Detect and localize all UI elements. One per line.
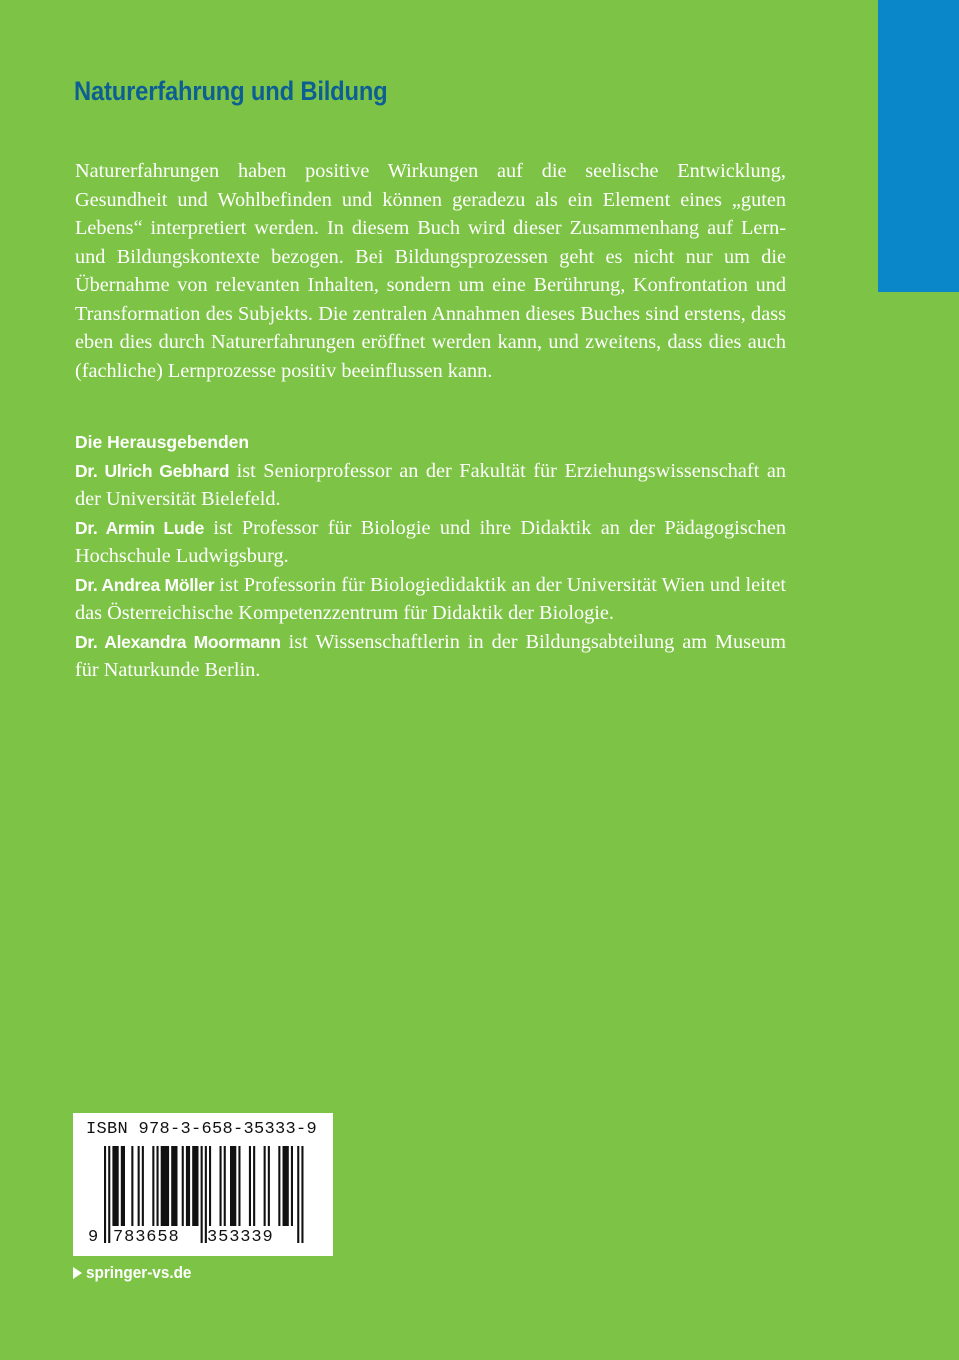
barcode-bar xyxy=(157,1146,159,1226)
barcode-bar xyxy=(249,1146,251,1226)
editor-entry xyxy=(75,628,786,685)
barcode-bar xyxy=(171,1146,177,1226)
editor-name: Dr. Alexandra Moormann xyxy=(75,631,281,652)
barcode-bar xyxy=(291,1146,293,1226)
barcode-bar xyxy=(192,1146,198,1226)
editors-heading: Die Herausgebenden xyxy=(75,432,250,452)
barcode-digits-left: 783658 xyxy=(113,1228,180,1247)
editor-entry xyxy=(75,571,786,628)
editor-entry xyxy=(75,514,786,571)
editor-description: ist Professorin für Biologiedidaktik an der Universität Wien und leitet das Österreichische Kompetenzzentrum für Didaktik der Biologie. xyxy=(75,573,786,624)
editor-name: Dr. Andrea Möller xyxy=(75,574,215,595)
accent-bar xyxy=(878,0,959,292)
editor-description: ist Seniorprofessor an der Fakultät für Erziehungswissenschaft an der Universität Bielefeld. xyxy=(75,459,786,510)
book-blurb: Naturerfahrungen haben positive Wirkungen auf die seelische Entwicklung, Gesundheit und Wohlbefinden und können geradezu als ein Element eines „guten Lebens“ interpretiert werden. In diesem Buch wird dieser Zusammenhang auf Lern- und Bildungskontexte bezogen. Bei Bildungsprozessen geht es nicht nur um die Übernahme von relevanten Inhalten, sondern um eine Berührung, Konfrontation und Transformation des Subjekts. Die zentralen Annahmen dieses Buches sind erstens, dass eben dies durch Naturerfahrungen eröffnet werden kann, und zweitens, dass dies auch (fachliche) Lernprozesse positiv beeinflussen kann. xyxy=(75,160,786,382)
publisher-url[interactable]: springer-vs.de xyxy=(86,1263,192,1282)
barcode-digits-right: 353339 xyxy=(207,1228,274,1247)
barcode-bar xyxy=(268,1146,270,1226)
publisher-link[interactable] xyxy=(73,1261,203,1285)
book-title: Naturerfahrung und Bildung xyxy=(74,76,388,106)
triangle-right-icon xyxy=(73,1267,82,1279)
editors-section xyxy=(75,428,786,685)
barcode-bar xyxy=(152,1146,154,1226)
barcode-bar xyxy=(142,1146,144,1226)
barcode-bar xyxy=(161,1146,169,1226)
barcode-digit-first: 9 xyxy=(88,1228,100,1247)
barcode-bar xyxy=(220,1146,222,1226)
barcode-bar xyxy=(253,1146,255,1226)
editor-entry xyxy=(75,457,786,514)
editor-name: Dr. Armin Lude xyxy=(75,517,205,538)
barcode-bar xyxy=(138,1146,140,1226)
editor-description: ist Professor für Biologie und ihre Didaktik an der Pädagogischen Hochschule Ludwigsburg. xyxy=(75,516,786,567)
isbn-label: ISBN 978-3-658-35333-9 xyxy=(86,1120,318,1139)
barcode-bar xyxy=(238,1146,240,1226)
barcode-bar xyxy=(112,1146,118,1226)
editor-name: Dr. Ulrich Gebhard xyxy=(75,460,230,481)
barcode-bar xyxy=(230,1146,236,1226)
barcode-bar xyxy=(209,1146,211,1226)
barcode-guard-bar xyxy=(201,1146,203,1243)
isbn-barcode xyxy=(73,1113,333,1256)
barcode-bar xyxy=(264,1146,266,1226)
barcode-guard-bar xyxy=(301,1146,303,1243)
barcode-guard-bar xyxy=(104,1146,106,1243)
barcode-guard-bar xyxy=(297,1146,299,1243)
barcode-bar xyxy=(121,1146,125,1226)
barcode-bars xyxy=(73,1113,333,1256)
editor-description: ist Wissenschaftlerin in der Bildungsabteilung am Museum für Naturkunde Berlin. xyxy=(75,630,786,681)
barcode-bar xyxy=(283,1146,289,1226)
barcode-bar xyxy=(186,1146,190,1226)
barcode-bar xyxy=(278,1146,280,1226)
barcode-bar xyxy=(224,1146,226,1226)
barcode-guard-bar xyxy=(108,1146,110,1243)
barcode-bar xyxy=(182,1146,184,1226)
barcode-bar xyxy=(131,1146,133,1226)
